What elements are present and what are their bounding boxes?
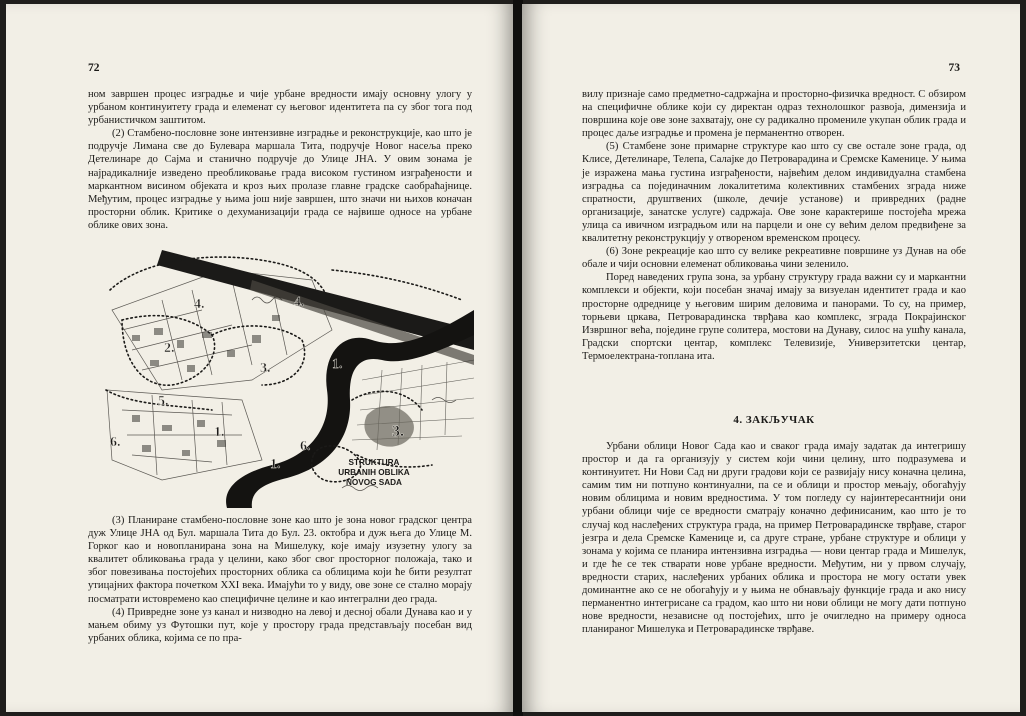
left-page [6, 4, 514, 712]
section-heading: 4. ЗАКЉУЧАК [733, 414, 815, 426]
map-zone-label: 6. [110, 435, 121, 450]
map-zone-label: 3. [392, 423, 404, 440]
map-zone-label: 6. [300, 439, 311, 454]
map-zone-label: 4. [294, 295, 305, 310]
paragraph: Урбани облици Новог Сада као и сваког града имају задатак да интегришу простор и да га организују у систем који чини целину, што подразумева и континуитет. Ни Нови Сад ни други градови који се развијају нису коначна целина, самим тим ни потпуно континуални, па се и облици и простор мењају, обогаћују новим облицима и новим вредностима. У том погледу су најинтересантнији они урбани облици чије се вредности сматрају коначно дефинисаним, као што је то случај код наслеђених структура града, на пример Петроварадинске тврђаве, старог језгра и дела Сремске Каменице и, са друге стране, урбане структуре и облици у зонама у којима се планира интензивна изградња — нови центар града и Мишелук, и где ће се тек стварати нове урбане вредности. Међутим, ни у првом случају, вредности старих, наслеђених урбаних облика и простора не могу остати увек доминантне ако се не обогаћују и у њима не обнављају функције града и ако нису перманентно интегрисане са градом, као што ни нови облици не могу дати потпуно нове вредности, независне од постојећих, што је очигледно на примеру односа планираног Мишелука и Петроварадинске тврђаве. [582, 441, 966, 636]
city-structure-map [102, 240, 474, 508]
map-zone-label: 2. [164, 341, 175, 356]
map-caption-line: STRUKTURA [348, 458, 400, 467]
right-page [522, 4, 1020, 712]
page-number: 73 [948, 62, 960, 74]
paragraph: (3) Планиране стамбено-пословне зоне као што је зона новог градског центра дуж Улице ЈНА од Бул. маршала Тита до Бул. 23. октобра и дуж њега до Улице М. Горког као и новопланирана зона на Мишелуку, које имају изузетну улогу за квалитет обликовања града у целини, како због свог просторног положаја, тако и због повезивања постојећих просторних облика са облицима који ће бити резултат утицајних фактора почетком XXI века. Имајући то у виду, ове зоне се стално морају посматрати истовремено као специфичне целине и као интегрални део града. [88, 515, 472, 605]
page-number: 72 [88, 62, 100, 74]
paragraph: ном завршен процес изградње и чије урбане вредности имају основну улогу у урбаном континуитету града и елеменат су његовог идентитета па су због тога под урбанистичком заштитом. [88, 89, 472, 127]
paragraph: (5) Стамбене зоне примарне структуре као што су све остале зоне града, од Клисе, Детелинаре, Телепа, Салајке до Петроварадина и Сремске Каменице. У њима је изражена мања густина изграђености, највећим делом индивидуална стамбена изградња са појединачним локалитетима колективних стамбених зграда ниже спратности, друштвених (школе, дечије установе) и привредних (радне организације, занатске услуге) садржаја. Ове зоне карактерише постојећа мрежа улица са ивичном изградњом или на парцели и оне су већим делом предвиђене за квалитетну реконструкцију у отвореном временском процесу. [582, 141, 966, 245]
map-zone-label: 3. [260, 361, 271, 376]
body-text-top [88, 88, 472, 232]
map-zone-label: 1. [270, 457, 281, 472]
body-text-top [582, 88, 966, 363]
body-text-bottom [88, 514, 472, 645]
map-caption-line: URBANIH OBLIKA [338, 468, 410, 477]
map-zone-label: 5. [158, 394, 169, 409]
paragraph: Поред наведених група зона, за урбану структуру града важни су и маркантни комплекси и објекти, који посебан значај имају за визуелан идентитет града и као просторне одреднице у његовим ширим деловима и панорами. То су, на пример, торњеви цркава, Петроварадинска тврђава као комплекс, зграда Покрајинског Извршног већа, поједине групе солитера, мостови на Дунаву, силос на ушћу канала, Градски спортски центар, комплекс Телевизије, Универзитетски центар, Термоелектрана-топлана ита. [582, 272, 966, 362]
paragraph: вилу признаје само предметно-садржајна и просторно-физичка вредност. С обзиром на специфичне облике који су директан одраз технолошког развоја, димензија и површина које ове зоне захватају, оне су радикално промениле укупан облик града и процес даље изградње и промена је перманентно отворен. [582, 89, 966, 140]
paragraph: (2) Стамбено-пословне зоне интензивне изградње и реконструкције, као што је подручје Лимана све до Булевара маршала Тита, подручје Новог насеља преко Детелинаре до Сајма и станично подручје до Улице ЈНА. У овим зонама је најрадикалније изведено преобликовање града високом густином изграђености и маркантном висином објеката и кроз њих пролазе главне градске саобраћајнице. Међутим, процес изградње у њима још није завршен, што значи ни њихов коначан просторни облик. Критике о дехуманизацији града се највише односе на урбане облике ових зона. [88, 128, 472, 231]
map-zone-label: 1. [332, 357, 343, 372]
paragraph: (4) Привредне зоне уз канал и низводно на левој и десној обали Дунава као и у мањем обиму уз Футошки пут, које у простору града представљају посебан вид урбаних облика, којима се по пра- [88, 606, 472, 644]
paragraph: (6) Зоне рекреације као што су велике рекреативне површине уз Дунав на обе обале и чији основни елеменат обликовања чини зеленило. [582, 246, 966, 271]
map-zone-label: 1. [214, 425, 225, 440]
map-caption-line: NOVOG SADA [346, 478, 402, 487]
map-zone-label: 4. [194, 297, 205, 312]
body-text-bottom [582, 440, 966, 636]
